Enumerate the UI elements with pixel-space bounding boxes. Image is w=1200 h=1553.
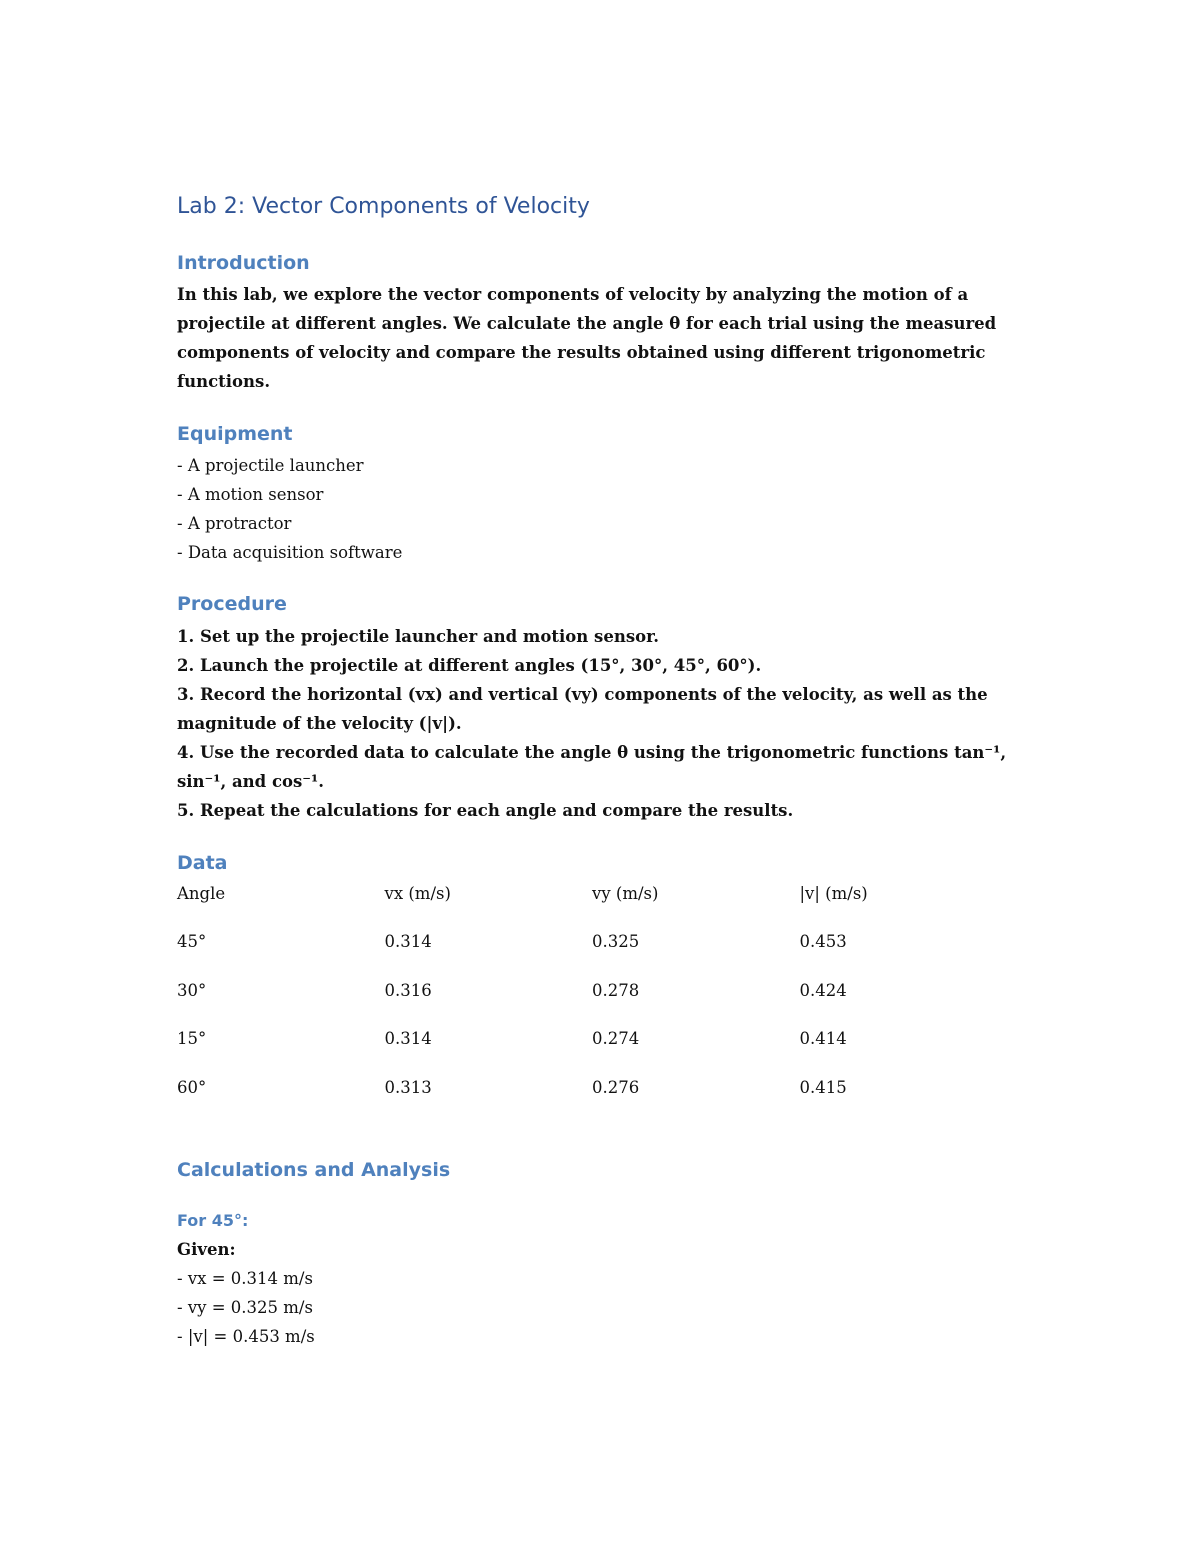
table-row xyxy=(177,1073,1007,1122)
given-block xyxy=(177,1235,1007,1351)
introduction-line: In this lab, we explore the vector components of velocity by analyzing the motion of a xyxy=(177,285,969,304)
table-cell: 0.314 xyxy=(384,1029,432,1048)
table-cell: 0.424 xyxy=(799,980,847,1000)
table-cell: 60° xyxy=(177,1077,207,1097)
table-cell: 15° xyxy=(177,1029,207,1048)
introduction-heading: Introduction xyxy=(177,252,310,274)
equipment-heading: Equipment xyxy=(177,423,293,445)
column-header-angle: Angle xyxy=(177,884,226,903)
procedure-list xyxy=(177,622,1007,825)
table-row xyxy=(177,976,1007,1025)
table-header-row xyxy=(177,879,1007,927)
procedure-step: sin⁻¹, and cos⁻¹. xyxy=(177,772,324,791)
table-row xyxy=(177,1024,1007,1073)
equipment-item: - A projectile launcher xyxy=(177,456,364,475)
procedure-step: 3. Record the horizontal (vx) and vertical (vy) components of the velocity, as well as the xyxy=(177,685,988,704)
document-title: Lab 2: Vector Components of Velocity xyxy=(177,194,590,219)
procedure-step: 2. Launch the projectile at different angles (15°, 30°, 45°, 60°). xyxy=(177,656,762,675)
table-cell: 45° xyxy=(177,932,207,951)
document-page xyxy=(177,188,1007,1351)
given-item: - vy = 0.325 m/s xyxy=(177,1298,313,1317)
analysis-heading: Calculations and Analysis xyxy=(177,1159,451,1181)
table-cell: 0.415 xyxy=(799,1077,847,1097)
table-row xyxy=(177,927,1007,976)
table-cell: 0.274 xyxy=(592,1029,640,1048)
equipment-item: - A motion sensor xyxy=(177,485,324,504)
column-header-vy: vy (m/s) xyxy=(592,884,659,903)
introduction-line: projectile at different angles. We calculate the angle θ for each trial using the measured xyxy=(177,314,997,333)
table-cell: 0.453 xyxy=(799,932,847,951)
introduction-line: functions. xyxy=(177,372,271,391)
table-cell: 0.316 xyxy=(384,980,432,1000)
given-item: - vx = 0.314 m/s xyxy=(177,1269,313,1288)
table-cell: 0.276 xyxy=(592,1077,640,1097)
column-header-magnitude: |v| (m/s) xyxy=(799,884,868,903)
procedure-heading: Procedure xyxy=(177,593,287,615)
equipment-list xyxy=(177,451,1007,567)
introduction-line: components of velocity and compare the results obtained using different trigonometric xyxy=(177,343,986,362)
table-cell: 0.325 xyxy=(592,932,640,951)
equipment-item: - Data acquisition software xyxy=(177,543,403,562)
introduction-paragraph xyxy=(177,280,1007,396)
table-cell: 0.314 xyxy=(384,932,432,951)
given-item: - |v| = 0.453 m/s xyxy=(177,1327,315,1346)
data-table xyxy=(177,879,1007,1121)
procedure-step: 4. Use the recorded data to calculate the angle θ using the trigonometric functions tan⁻¹, xyxy=(177,743,1007,762)
procedure-step: 1. Set up the projectile launcher and motion sensor. xyxy=(177,627,660,646)
data-heading: Data xyxy=(177,852,228,874)
table-cell: 30° xyxy=(177,980,207,1000)
table-cell: 0.278 xyxy=(592,980,640,1000)
analysis-subheading: For 45°: xyxy=(177,1211,249,1230)
procedure-step: 5. Repeat the calculations for each angle and compare the results. xyxy=(177,801,794,820)
table-cell: 0.313 xyxy=(384,1077,432,1097)
equipment-item: - A protractor xyxy=(177,514,292,533)
given-label: Given: xyxy=(177,1240,236,1259)
procedure-step: magnitude of the velocity (|v|). xyxy=(177,714,462,733)
column-header-vx: vx (m/s) xyxy=(384,884,451,903)
table-cell: 0.414 xyxy=(799,1029,847,1048)
